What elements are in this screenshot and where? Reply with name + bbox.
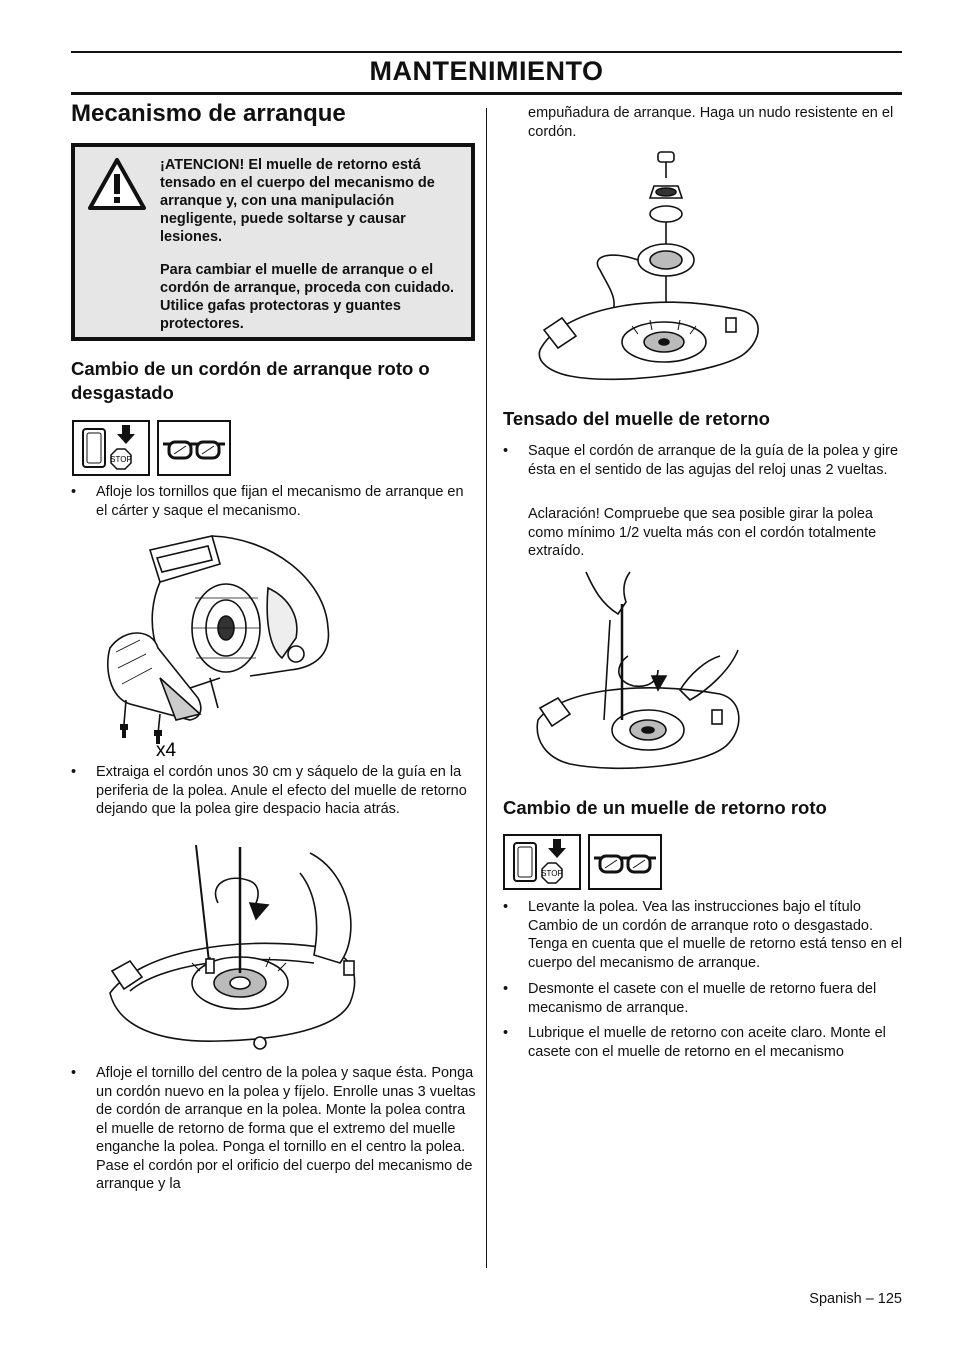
warning-paragraph-2: Para cambiar el muelle de arranque o el cordón de arranque, proceda con cuidado. Utilice gafas protectoras y guantes protectores. bbox=[160, 262, 455, 332]
spring-tension-illustration bbox=[530, 570, 750, 780]
pulley-exploded-illustration bbox=[530, 150, 770, 390]
warning-triangle-icon bbox=[87, 157, 147, 211]
warning-text bbox=[160, 156, 470, 348]
goggles-icon-box bbox=[157, 420, 231, 476]
stop-engine-icon-box-2 bbox=[503, 834, 581, 890]
continuation-text: empuñadura de arranque. Haga un nudo resistente en el cordón. bbox=[528, 105, 894, 140]
stop-engine-icon-box bbox=[72, 420, 150, 476]
pulley-release-illustration bbox=[100, 843, 370, 1058]
clarification-note: Aclaración! Compruebe que sea posible girar la polea como mínimo 1/2 vuelta más con el cordón totalmente extraído. bbox=[528, 506, 877, 559]
stop-switch-icon bbox=[74, 422, 148, 474]
subhead-cord-replace: Cambio de un cordón de arranque roto o desgastado bbox=[71, 358, 430, 403]
goggles-icon-box-2 bbox=[588, 834, 662, 890]
safety-glasses-icon bbox=[159, 422, 229, 474]
warning-box bbox=[71, 143, 475, 341]
header-rule-top bbox=[71, 51, 902, 53]
page-title: MANTENIMIENTO bbox=[369, 56, 604, 86]
stop-text-2: STOP bbox=[541, 869, 563, 878]
starter-removal-illustration bbox=[100, 528, 340, 760]
warning-paragraph-1: ¡ATENCION! El muelle de retorno está tensado en el cuerpo del mecanismo de arranque y, con una manipulación negligente, puede soltarse y causar lesiones. bbox=[160, 157, 435, 245]
screw-count-label: x4 bbox=[156, 740, 177, 760]
page-number: Spanish – 125 bbox=[809, 1291, 902, 1307]
column-divider bbox=[486, 108, 487, 1268]
header-rule-bottom bbox=[71, 92, 902, 95]
stop-switch-icon-2 bbox=[505, 836, 579, 888]
safety-glasses-icon-2 bbox=[590, 836, 660, 888]
subhead-tension-spring: Tensado del muelle de retorno bbox=[503, 408, 770, 429]
section-title: Mecanismo de arranque bbox=[71, 100, 346, 127]
subhead-replace-spring: Cambio de un muelle de retorno roto bbox=[503, 797, 827, 818]
stop-text: STOP bbox=[110, 455, 132, 464]
